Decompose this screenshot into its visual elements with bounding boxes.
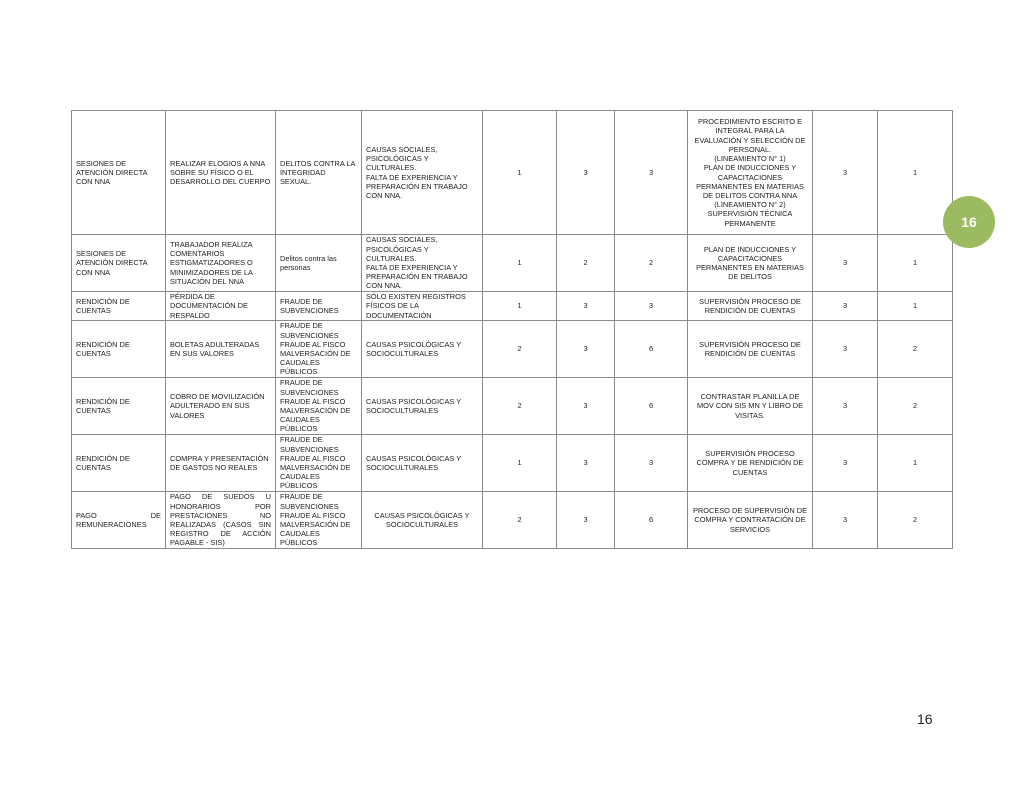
risk-level-cell: 3 [615,435,688,492]
table-row [72,492,953,549]
control-rating-cell: 3 [813,111,878,235]
page-number: 16 [917,711,933,727]
risk-cell: BOLETAS ADULTERADAS EN SUS VALORES [166,321,276,378]
impact-cell: 3 [557,378,615,435]
table-row [72,378,953,435]
probability-cell: 2 [483,321,557,378]
risk-level-cell: 2 [615,235,688,292]
process-cell: PAGO DE REMUNERACIONES [72,492,166,549]
risk-level-cell: 6 [615,321,688,378]
control-cell: PLAN DE INDUCCIONES Y CAPACITACIONES PERMANENTES EN MATERIAS DE DELITOS [688,235,813,292]
risk-cell: REALIZAR ELOGIOS A NNA SOBRE SU FÍSICO O EL DESARROLLO DEL CUERPO [166,111,276,235]
control-cell: SUPERVISIÓN PROCESO DE RENDICIÓN DE CUENTAS [688,321,813,378]
risk-level-cell: 6 [615,492,688,549]
cause-cell: CAUSAS PSICOLÓGICAS Y SOCIOCULTURALES [362,492,483,549]
process-cell: SESIONES DE ATENCIÓN DIRECTA CON NNA [72,235,166,292]
control-cell: CONTRASTAR PLANILLA DE MOV CON SIS MN Y LIBRO DE VISITAS. [688,378,813,435]
cause-cell: CAUSAS SOCIALES, PSICOLÓGICAS Y CULTURALES. FALTA DE EXPERIENCIA Y PREPARACIÓN EN TRABAJO CON NNA. [362,235,483,292]
residual-risk-cell: 2 [878,321,953,378]
process-cell: RENDICIÓN DE CUENTAS [72,378,166,435]
risk-matrix-table [71,110,953,549]
crime-cell: FRAUDE DE SUBVENCIONES [276,292,362,321]
cause-cell: CAUSAS PSICOLÓGICAS Y SOCIOCULTURALES [362,321,483,378]
probability-cell: 2 [483,492,557,549]
impact-cell: 3 [557,492,615,549]
probability-cell: 2 [483,378,557,435]
cause-cell: CAUSAS PSICOLÓGICAS Y SOCIOCULTURALES [362,378,483,435]
residual-risk-cell: 2 [878,378,953,435]
crime-cell: FRAUDE DE SUBVENCIONES FRAUDE AL FISCO MALVERSACIÓN DE CAUDALES PÚBLICOS [276,321,362,378]
residual-risk-cell: 1 [878,292,953,321]
risk-cell: COBRO DE MOVILIZACIÓN ADULTERADO EN SUS VALORES [166,378,276,435]
probability-cell: 1 [483,235,557,292]
risk-cell: TRABAJADOR REALIZA COMENTARIOS ESTIGMATIZADORES O MINIMIZADORES DE LA SITUACIÓN DEL NNA [166,235,276,292]
process-cell: RENDICIÓN DE CUENTAS [72,321,166,378]
residual-risk-cell: 2 [878,492,953,549]
residual-risk-cell: 1 [878,235,953,292]
crime-cell: FRAUDE DE SUBVENCIONES FRAUDE AL FISCO MALVERSACIÓN DE CAUDALES PÚBLICOS [276,378,362,435]
control-cell: PROCESO DE SUPERVISIÓN DE COMPRA Y CONTRATACIÓN DE SERVICIOS [688,492,813,549]
impact-cell: 3 [557,435,615,492]
control-rating-cell: 3 [813,235,878,292]
crime-cell: DELITOS CONTRA LA INTEGRIDAD SEXUAL. [276,111,362,235]
table-row [72,321,953,378]
table-row [72,292,953,321]
risk-level-cell: 3 [615,292,688,321]
control-rating-cell: 3 [813,292,878,321]
control-cell: SUPERVISIÓN PROCESO COMPRA Y DE RENDICIÓN DE CUENTAS [688,435,813,492]
page-badge: 16 [943,196,995,248]
impact-cell: 3 [557,111,615,235]
control-rating-cell: 3 [813,378,878,435]
probability-cell: 1 [483,292,557,321]
crime-cell: FRAUDE DE SUBVENCIONES FRAUDE AL FISCO MALVERSACIÓN DE CAUDALES PÚBLICOS [276,492,362,549]
risk-level-cell: 6 [615,378,688,435]
probability-cell: 1 [483,435,557,492]
table-row [72,235,953,292]
crime-cell: Delitos contra las personas [276,235,362,292]
impact-cell: 3 [557,321,615,378]
crime-cell: FRAUDE DE SUBVENCIONES FRAUDE AL FISCO MALVERSACIÓN DE CAUDALES PÚBLICOS [276,435,362,492]
risk-cell: PAGO DE SUEDOS U HONORARIOS POR PRESTACIONES NO REALIZADAS (CASOS SIN REGISTRO DE ACCIÓN PAGABLE - SIS) [166,492,276,549]
table-row [72,435,953,492]
control-cell: PROCEDIMIENTO ESCRITO E INTEGRAL PARA LA EVALUACIÓN Y SELECCIÓN DE PERSONAL. (LINEAMIENTO N° 1) PLAN DE INDUCCIONES Y CAPACITACIONES PERMANENTES EN MATERIAS DE DELITOS CONTRA NNA (LINEAMIENTO N° 2) SUPERVISIÓN TÉCNICA PERMANENTE [688,111,813,235]
control-rating-cell: 3 [813,321,878,378]
process-cell: SESIONES DE ATENCIÓN DIRECTA CON NNA [72,111,166,235]
table-row [72,111,953,235]
risk-cell: COMPRA Y PRESENTACIÓN DE GASTOS NO REALES [166,435,276,492]
risk-level-cell: 3 [615,111,688,235]
process-cell: RENDICIÓN DE CUENTAS [72,292,166,321]
cause-cell: CAUSAS PSICOLÓGICAS Y SOCIOCULTURALES [362,435,483,492]
residual-risk-cell: 1 [878,111,953,235]
control-rating-cell: 3 [813,492,878,549]
residual-risk-cell: 1 [878,435,953,492]
cause-cell: SÓLO EXISTEN REGISTROS FÍSICOS DE LA DOCUMENTACIÓN [362,292,483,321]
control-cell: SUPERVISIÓN PROCESO DE RENDICIÓN DE CUENTAS [688,292,813,321]
impact-cell: 3 [557,292,615,321]
probability-cell: 1 [483,111,557,235]
risk-cell: PÉRDIDA DE DOCUMENTACIÓN DE RESPALDO [166,292,276,321]
cause-cell: CAUSAS SOCIALES, PSICOLÓGICAS Y CULTURALES. FALTA DE EXPERIENCIA Y PREPARACIÓN EN TRABAJO CON NNA. [362,111,483,235]
impact-cell: 2 [557,235,615,292]
process-cell: RENDICIÓN DE CUENTAS [72,435,166,492]
control-rating-cell: 3 [813,435,878,492]
